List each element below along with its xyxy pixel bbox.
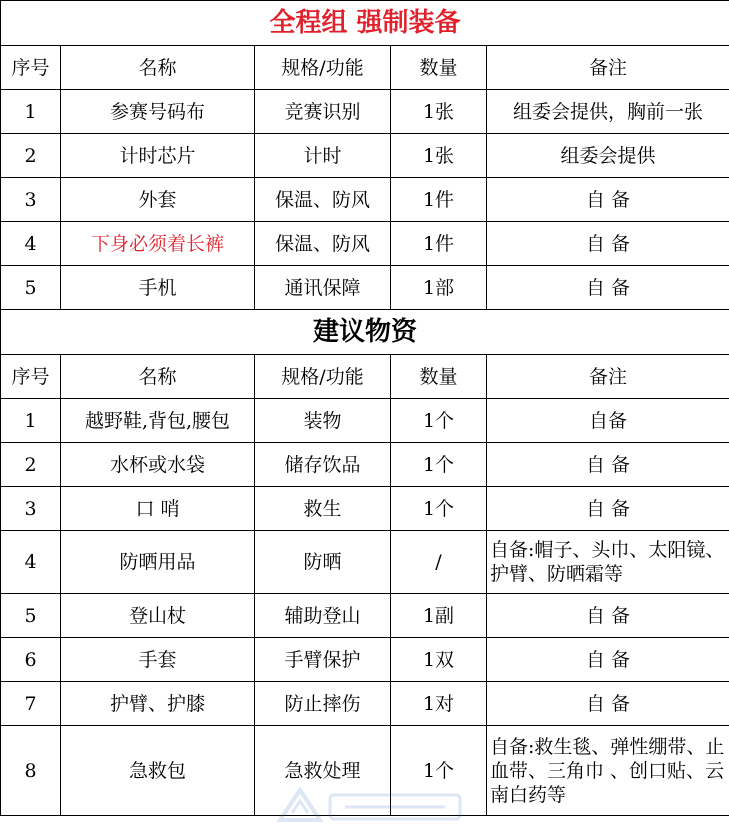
row-qty: 1部 bbox=[391, 266, 487, 310]
row-name: 越野鞋,背包,腰包 bbox=[61, 399, 255, 443]
row-qty: 1个 bbox=[391, 726, 487, 816]
table-row bbox=[1, 594, 729, 638]
table-row bbox=[1, 399, 729, 443]
row-no: 1 bbox=[1, 90, 61, 134]
row-no: 4 bbox=[1, 531, 61, 594]
table-row bbox=[1, 726, 729, 816]
table-row bbox=[1, 222, 729, 266]
header-no: 序号 bbox=[1, 355, 61, 399]
row-note: 自 备 bbox=[487, 487, 729, 531]
row-name: 防晒用品 bbox=[61, 531, 255, 594]
row-qty: 1对 bbox=[391, 682, 487, 726]
row-qty: 1个 bbox=[391, 487, 487, 531]
row-no: 1 bbox=[1, 399, 61, 443]
row-no: 2 bbox=[1, 134, 61, 178]
row-note: 自 备 bbox=[487, 682, 729, 726]
row-qty: 1个 bbox=[391, 443, 487, 487]
suggested-header-row bbox=[1, 355, 729, 399]
suggested-title-row bbox=[1, 310, 729, 355]
table-row bbox=[1, 443, 729, 487]
row-spec: 装物 bbox=[255, 399, 391, 443]
row-name: 护臂、护膝 bbox=[61, 682, 255, 726]
row-no: 6 bbox=[1, 638, 61, 682]
row-name: 口 哨 bbox=[61, 487, 255, 531]
row-spec: 辅助登山 bbox=[255, 594, 391, 638]
table-row bbox=[1, 266, 729, 310]
row-spec: 救生 bbox=[255, 487, 391, 531]
header-name: 名称 bbox=[61, 46, 255, 90]
row-spec: 保温、防风 bbox=[255, 178, 391, 222]
table-row bbox=[1, 682, 729, 726]
header-qty: 数量 bbox=[391, 355, 487, 399]
table-row bbox=[1, 638, 729, 682]
row-spec: 计时 bbox=[255, 134, 391, 178]
row-note: 自备:帽子、头巾、太阳镜、 护臂、防晒霜等 bbox=[487, 531, 729, 594]
row-note: 自备 bbox=[487, 399, 729, 443]
row-qty: 1副 bbox=[391, 594, 487, 638]
row-no: 3 bbox=[1, 178, 61, 222]
row-spec: 保温、防风 bbox=[255, 222, 391, 266]
mandatory-title-row bbox=[1, 1, 729, 46]
row-spec: 竞赛识别 bbox=[255, 90, 391, 134]
row-note: 自 备 bbox=[487, 266, 729, 310]
row-name: 外套 bbox=[61, 178, 255, 222]
row-qty: 1个 bbox=[391, 399, 487, 443]
row-name-highlighted: 下身必须着长裤 bbox=[61, 222, 255, 266]
header-note: 备注 bbox=[487, 46, 729, 90]
row-note: 自 备 bbox=[487, 638, 729, 682]
row-spec: 急救处理 bbox=[255, 726, 391, 816]
header-spec: 规格/功能 bbox=[255, 355, 391, 399]
row-name: 急救包 bbox=[61, 726, 255, 816]
table-row bbox=[1, 531, 729, 594]
row-qty: 1件 bbox=[391, 222, 487, 266]
row-name: 计时芯片 bbox=[61, 134, 255, 178]
header-no: 序号 bbox=[1, 46, 61, 90]
row-name: 手套 bbox=[61, 638, 255, 682]
row-name: 水杯或水袋 bbox=[61, 443, 255, 487]
row-spec: 防晒 bbox=[255, 531, 391, 594]
mandatory-title: 全程组 强制装备 bbox=[1, 1, 729, 46]
header-qty: 数量 bbox=[391, 46, 487, 90]
row-spec: 通讯保障 bbox=[255, 266, 391, 310]
table-row bbox=[1, 487, 729, 531]
row-note: 自 备 bbox=[487, 178, 729, 222]
row-no: 7 bbox=[1, 682, 61, 726]
row-qty: 1张 bbox=[391, 90, 487, 134]
row-qty: 1双 bbox=[391, 638, 487, 682]
table-row bbox=[1, 178, 729, 222]
row-no: 8 bbox=[1, 726, 61, 816]
mandatory-header-row bbox=[1, 46, 729, 90]
row-name: 参赛号码布 bbox=[61, 90, 255, 134]
row-qty: / bbox=[391, 531, 487, 594]
table-row bbox=[1, 134, 729, 178]
row-name: 手机 bbox=[61, 266, 255, 310]
row-note: 自 备 bbox=[487, 594, 729, 638]
row-note: 自 备 bbox=[487, 443, 729, 487]
row-no: 4 bbox=[1, 222, 61, 266]
row-note: 自 备 bbox=[487, 222, 729, 266]
row-qty: 1件 bbox=[391, 178, 487, 222]
row-name: 登山杖 bbox=[61, 594, 255, 638]
header-note: 备注 bbox=[487, 355, 729, 399]
row-qty: 1张 bbox=[391, 134, 487, 178]
row-no: 3 bbox=[1, 487, 61, 531]
row-spec: 储存饮品 bbox=[255, 443, 391, 487]
row-spec: 手臂保护 bbox=[255, 638, 391, 682]
row-note: 自备:救生毯、弹性绷带、止血带、三角巾 、创口贴、云南白药等 bbox=[487, 726, 729, 816]
row-note: 组委会提供，胸前一张 bbox=[487, 90, 729, 134]
header-name: 名称 bbox=[61, 355, 255, 399]
row-no: 5 bbox=[1, 594, 61, 638]
row-note: 组委会提供 bbox=[487, 134, 729, 178]
row-no: 2 bbox=[1, 443, 61, 487]
row-spec: 防止摔伤 bbox=[255, 682, 391, 726]
header-spec: 规格/功能 bbox=[255, 46, 391, 90]
row-no: 5 bbox=[1, 266, 61, 310]
suggested-title: 建议物资 bbox=[1, 310, 729, 355]
table-row bbox=[1, 90, 729, 134]
